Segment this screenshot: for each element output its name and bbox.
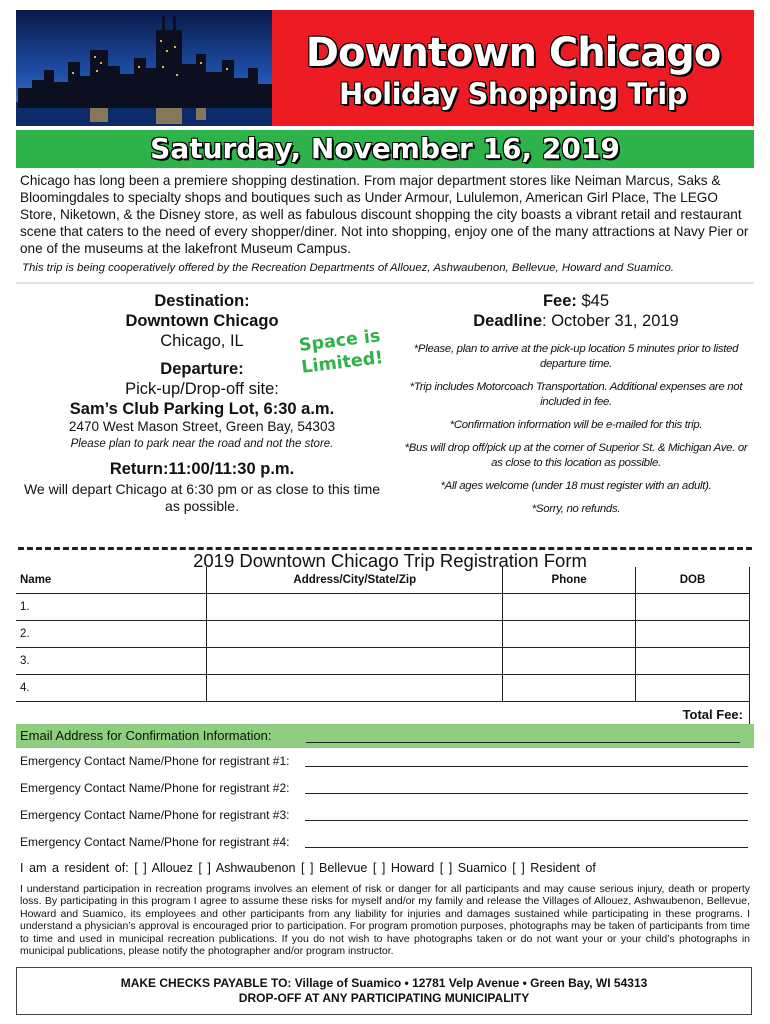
row-dob-cell[interactable] — [636, 674, 750, 701]
trip-note: *Bus will drop off/pick up at the corner of Superior St. & Michigan Ave. or as close to this location as possible. — [404, 442, 748, 469]
date-bar — [16, 130, 754, 168]
registration-table — [16, 567, 750, 729]
row-dob-cell[interactable] — [636, 593, 750, 620]
destination-label: Destination: — [154, 292, 250, 310]
resident-checkboxes[interactable]: I am a resident of: [ ] Allouez [ ] Ashwaubenon [ ] Bellevue [ ] Howard [ ] Suamico [ ] Resident of — [20, 861, 596, 875]
row-address-cell[interactable] — [207, 593, 503, 620]
form-title: 2019 Downtown Chicago Trip Registration Form — [160, 550, 620, 572]
row-name-cell[interactable]: 1. — [16, 593, 207, 620]
header-banner — [16, 10, 754, 126]
row-phone-cell[interactable] — [503, 620, 636, 647]
trip-note: *Trip includes Motorcoach Transportation. Additional expenses are not included in fee. — [409, 381, 743, 408]
emergency-contact-label: Emergency Contact Name/Phone for registrant #4: — [20, 835, 290, 849]
destination-city: Chicago, IL — [160, 332, 244, 350]
row-name-cell[interactable]: 4. — [16, 674, 207, 701]
departure-label: Departure: — [160, 360, 244, 378]
emergency-contact-line[interactable] — [305, 820, 748, 821]
main-title: Downtown Chicago — [305, 30, 721, 76]
row-phone-cell[interactable] — [503, 674, 636, 701]
table-row — [16, 674, 750, 701]
fee — [398, 292, 754, 311]
destination-name: Downtown Chicago — [125, 312, 279, 330]
row-phone-cell[interactable] — [503, 647, 636, 674]
emergency-contact-line[interactable] — [305, 766, 748, 767]
row-name-cell[interactable]: 3. — [16, 647, 207, 674]
row-address-cell[interactable] — [207, 674, 503, 701]
pickup-address: 2470 West Mason Street, Green Bay, 54303 — [68, 419, 336, 434]
row-address-cell[interactable] — [207, 647, 503, 674]
payment-instructions — [16, 967, 752, 1015]
trip-note: *Please, plan to arrive at the pick-up location 5 minutes prior to listed departure time. — [413, 343, 739, 370]
fee-value: $45 — [581, 292, 610, 310]
emergency-contact-label: Emergency Contact Name/Phone for registrant #2: — [20, 781, 290, 795]
title-box — [272, 10, 754, 126]
park-note: Please plan to park near the road and not the store. — [70, 438, 334, 450]
coop-note: This trip is being cooperatively offered by the Recreation Departments of Allouez, Ashwaubenon, Bellevue, Howard and Suamico. — [22, 262, 674, 274]
row-dob-cell[interactable] — [636, 620, 750, 647]
checks-payable-line: MAKE CHECKS PAYABLE TO: Village of Suamico • 12781 Velp Avenue • Green Bay, WI 54313 — [120, 976, 648, 990]
pickup-label: Pick-up/Drop-off site: — [125, 380, 279, 398]
fee-label: Fee: — [542, 292, 577, 310]
intro-paragraph: Chicago has long been a premiere shopping destination. From major department stores like Neiman Marcus, Saks & Bloomingdales to specialty shops and boutiques such as Under Armour, Lululemon, American Girl Place, The LEGO Store, Niketown, & the Disney store, as well as fabulous discount shopping the city boasts a vibrant retail and restaurant scene that caters to the need of every shopper/diner. Not into shopping, enjoy one of the many attractions at Navy Pier or one of the museums at the lakefront Museum Campus. — [20, 173, 749, 256]
col-name: Name — [16, 567, 207, 593]
chicago-skyline-image — [16, 10, 272, 126]
deadline — [398, 312, 754, 331]
total-fee-label[interactable]: Total Fee: — [16, 701, 750, 728]
emergency-contact-line[interactable] — [305, 793, 748, 794]
emergency-contact-line[interactable] — [305, 847, 748, 848]
deadline-value: : October 31, 2019 — [542, 312, 679, 330]
dropoff-line: DROP-OFF AT ANY PARTICIPATING MUNICIPALITY — [238, 991, 530, 1005]
row-address-cell[interactable] — [207, 620, 503, 647]
return-time: Return:11:00/11:30 p.m. — [109, 460, 295, 478]
table-row — [16, 620, 750, 647]
pickup-site: Sam’s Club Parking Lot, 6:30 a.m. — [69, 400, 335, 418]
table-row — [16, 647, 750, 674]
trip-note: *Confirmation information will be e-mailed for this trip. — [449, 419, 703, 431]
deadline-label: Deadline — [473, 312, 543, 330]
email-input-line[interactable] — [306, 742, 740, 743]
email-label: Email Address for Confirmation Information: — [20, 728, 272, 743]
emergency-contact-label: Emergency Contact Name/Phone for registrant #3: — [20, 808, 290, 822]
row-dob-cell[interactable] — [636, 647, 750, 674]
col-address: Address/City/State/Zip — [207, 567, 503, 593]
col-dob: DOB — [636, 567, 750, 593]
space-limited-callout: Space is Limited! — [297, 326, 385, 378]
trip-notes — [398, 342, 754, 525]
depart-note: We will depart Chicago at 6:30 pm or as close to this time as possible. — [23, 481, 381, 514]
row-phone-cell[interactable] — [503, 593, 636, 620]
sub-title: Holiday Shopping Trip — [338, 77, 688, 111]
event-date: Saturday, November 16, 2019 — [150, 132, 620, 165]
table-header-row — [16, 567, 750, 593]
col-phone: Phone — [503, 567, 636, 593]
table-row — [16, 593, 750, 620]
liability-waiver: I understand participation in recreation programs involves an element of risk or danger for all participants and may cause serious injury, death or property loss. By participating in this program I agree to assume these risks for myself and/or my family and release the Villages of Allouez, Ashwaubenon, Bellevue, Howard and Suamico, its employees and other participants from any liability for injuries and damages sustained while participating in these programs. I understand a physician’s approval is encouraged prior to participation. For program promotion purposes, photographs may be taken of participants from time to time and used in municipal recreation publications. If you do not wish to have photographs taken or do not want your or your child’s photographs in municipal publications, please notify the photographer and/or program instructor. — [20, 883, 750, 958]
trip-note: *All ages welcome (under 18 must register with an adult). — [440, 480, 712, 492]
trip-note: *Sorry, no refunds. — [531, 503, 621, 515]
trip-details — [16, 282, 754, 535]
email-band — [16, 724, 754, 748]
emergency-contact-label: Emergency Contact Name/Phone for registrant #1: — [20, 754, 290, 768]
row-name-cell[interactable]: 2. — [16, 620, 207, 647]
